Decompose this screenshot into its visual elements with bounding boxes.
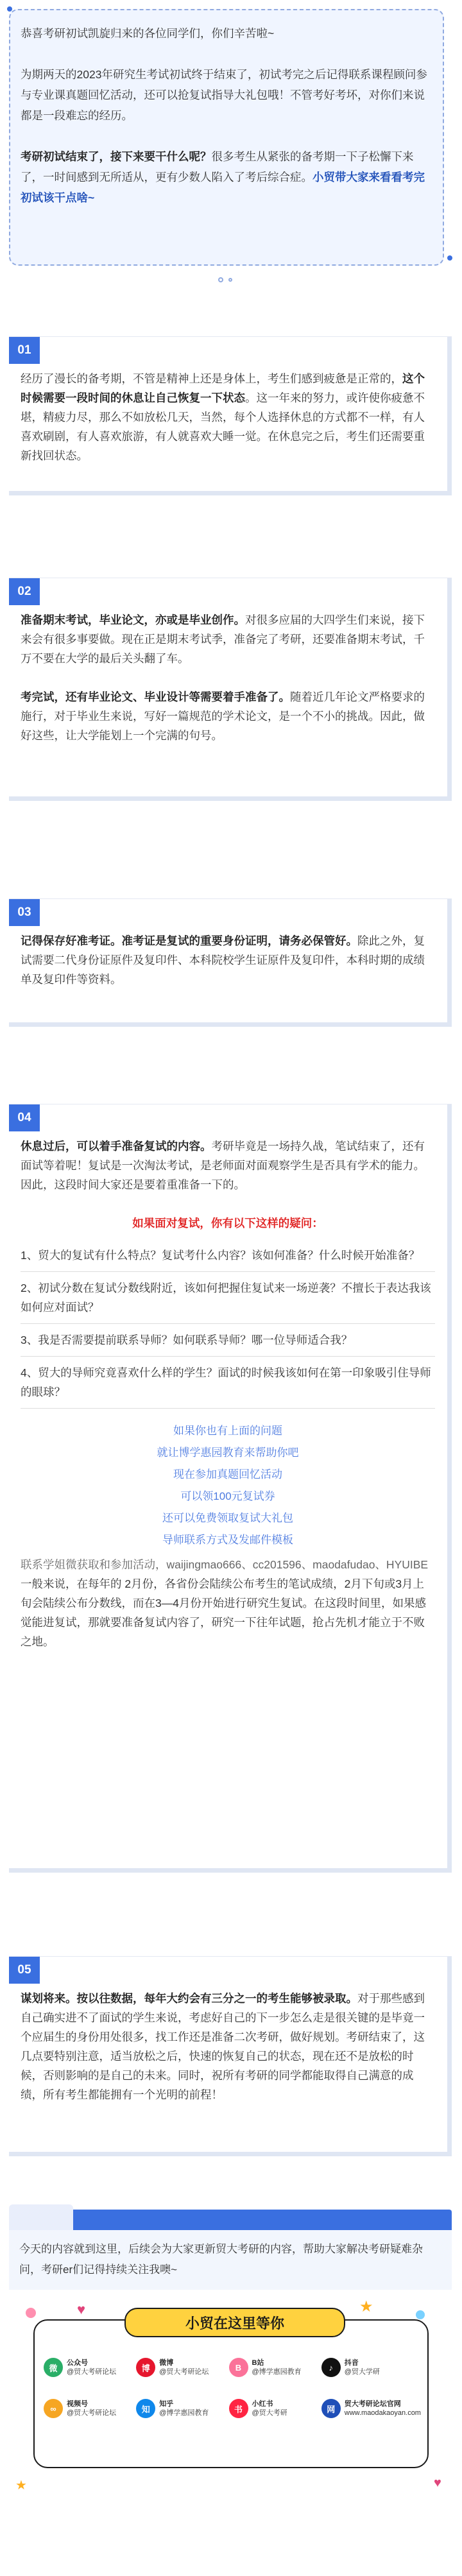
social-platform: 抖音 bbox=[344, 2359, 359, 2367]
contact-line: 联系学姐微获取和参加活动，waijingmao666、cc201596、maodafudao、HYUIBE bbox=[21, 1558, 429, 1571]
list-item: 3、我是否需要提前联系导师？如何联系导师？哪一位导师适合我？ bbox=[21, 1324, 435, 1357]
section-number: 02 bbox=[9, 578, 40, 605]
social-account: @博学惠园教育 bbox=[252, 2368, 302, 2376]
social-platform: 知乎 bbox=[159, 2400, 174, 2408]
weibo-icon: 博 bbox=[136, 2358, 155, 2377]
social-item[interactable] bbox=[321, 2399, 421, 2418]
corner-dot-icon bbox=[7, 6, 12, 12]
section-number: 01 bbox=[9, 337, 40, 364]
social-account: @贸大学研 bbox=[344, 2368, 380, 2376]
section-number: 05 bbox=[9, 1957, 40, 1984]
list-item: 2、初试分数在复试分数线附近，该如何把握住复试来一场逆袭？不擅长于表达我该如何应对面试？ bbox=[21, 1272, 435, 1324]
promo-lines: 如果你也有上面的问题 就让博学惠园教育来帮助你吧 现在参加真题回忆活动 可以领100元复试券 还可以免费领取复试大礼包 导师联系方式及发邮件模板 bbox=[157, 1425, 299, 1546]
section-02 bbox=[9, 578, 452, 801]
star-icon: ★ bbox=[359, 2298, 373, 2315]
social-platform: 贸大考研论坛官网 bbox=[344, 2400, 401, 2408]
social-item[interactable] bbox=[44, 2358, 136, 2377]
social-item[interactable] bbox=[321, 2358, 421, 2377]
outro-tab bbox=[9, 2204, 73, 2230]
social-platform: 公众号 bbox=[67, 2359, 88, 2367]
intro-greeting: 恭喜考研初试凯旋归来的各位同学们，你们辛苦啦~ bbox=[21, 27, 275, 40]
heart-icon: ♥ bbox=[434, 2476, 441, 2490]
footer-title: 小贸在这里等你 bbox=[124, 2308, 345, 2337]
section-03 bbox=[9, 898, 452, 1027]
social-item[interactable] bbox=[136, 2358, 228, 2377]
intro-box bbox=[9, 9, 444, 266]
social-platform: 小红书 bbox=[252, 2400, 273, 2408]
wechat-icon: 微 bbox=[44, 2358, 63, 2377]
social-account: @贸大考研论坛 bbox=[159, 2368, 209, 2376]
social-platform: 视频号 bbox=[67, 2400, 88, 2408]
social-account: @贸大考研 bbox=[252, 2409, 287, 2417]
question-list bbox=[21, 1239, 435, 1409]
section-01 bbox=[9, 336, 452, 495]
red-heading: 如果面对复试，你有以下这样的疑问： bbox=[132, 1217, 323, 1230]
ring-icon bbox=[228, 278, 232, 282]
section-text: 谋划将来。按以往数据，每年大约会有三分之一的考生能够被录取。对于那些感到自己确实进不了面试的学生来说，考虑好自己的下一步怎么走是很关键的是毕竟一个应届生的身份用处很多，找工作还是准备二次考研，做好规划。考研结束了，这几点要特别注意，适当放松之后，快速的恢复自己的状态，现在还不是放松的时候，否则影响的是自己的未来。同时，祝所有考研的同学都能取得自己满意的成绩，所有考生都能拥有一个光明的前程！ bbox=[21, 1992, 425, 2101]
section-04 bbox=[9, 1104, 452, 1873]
list-item: 1、贸大的复试有什么特点？复试考什么内容？该如何准备？什么时候开始准备？ bbox=[21, 1239, 435, 1272]
decoration-dot-icon bbox=[416, 2310, 425, 2319]
douyin-icon: ♪ bbox=[321, 2358, 341, 2377]
social-grid bbox=[44, 2358, 421, 2418]
section-05 bbox=[9, 1956, 452, 2156]
zhihu-icon: 知 bbox=[136, 2399, 155, 2418]
social-account: @贸大考研论坛 bbox=[67, 2368, 117, 2376]
list-item: 4、贸大的导师究竟喜欢什么样的学生？面试的时候我该如何在第一印象吸引住导师的眼球？ bbox=[21, 1357, 435, 1409]
social-platform: 微博 bbox=[159, 2359, 174, 2367]
social-platform: B站 bbox=[252, 2359, 264, 2367]
intro-paragraph: 为期两天的2023年研究生考试初试终于结束了，初试考完之后记得联系课程顾问参与专业课真题回忆活动，还可以抢复试指导大礼包哦！不管考好考坏，对你们来说都是一段难忘的经历。 bbox=[21, 68, 427, 122]
bilibili-icon: B bbox=[229, 2358, 248, 2377]
website-icon: 网 bbox=[321, 2399, 341, 2418]
decoration-dot-icon bbox=[26, 2308, 36, 2318]
video-channel-icon: ∞ bbox=[44, 2399, 63, 2418]
social-item[interactable] bbox=[229, 2399, 321, 2418]
section-text: 经历了漫长的备考期，不管是精神上还是身体上，考生们感到疲惫是正常的，这个时候需要一段时间的休息让自己恢复一下状态。这一年来的努力，或许使你疲惫不堪，精疲力尽，那么不如放松几天，当然，每个人选择休息的方式都不一样，有人喜欢刷剧，有人喜欢旅游，有人就喜欢大睡一觉。在休息完之后，考生们还需要重新找回状态。 bbox=[21, 372, 425, 462]
social-item[interactable] bbox=[136, 2399, 228, 2418]
section-number: 03 bbox=[9, 899, 40, 926]
ring-icon bbox=[218, 277, 223, 282]
outro-header-bar bbox=[9, 2210, 452, 2230]
social-account: @贸大考研论坛 bbox=[67, 2409, 117, 2417]
section-text: 记得保存好准考证。准考证是复试的重要身份证明，请务必保管好。除此之外，复试需要二代身份证原件及复印件、本科院校学生证原件及复印件，本科时期的成绩单及复印件等资料。 bbox=[21, 934, 425, 986]
intro-question: 考研初试结束了，接下来要干什么呢？很多考生从紧张的备考期一下子松懈下来了，一时间感到无所适从，更有少数人陷入了考后综合症。小贸带大家来看看考完初试该干点啥~ bbox=[21, 150, 425, 204]
social-item[interactable] bbox=[229, 2358, 321, 2377]
corner-dot-icon bbox=[447, 255, 452, 261]
social-footer bbox=[33, 2315, 429, 2468]
section-number: 04 bbox=[9, 1104, 40, 1131]
xiaohongshu-icon: 书 bbox=[229, 2399, 248, 2418]
closing-paragraph: 一般来说，在每年的 2月份，各省份会陆续公布考生的笔试成绩，2月下旬或3月上旬会陆续公布分数线，而在3—4月份开始进行研究生复试。在这段时间里，如果感觉能进复试，那就要准备复试内容了，研究一下往年试题，抢占先机才能立于不败之地。 bbox=[21, 1577, 426, 1648]
star-icon: ★ bbox=[15, 2478, 27, 2493]
outro-box bbox=[9, 2210, 452, 2290]
outro-text: 今天的内容就到这里，后续会为大家更新贸大考研的内容，帮助大家解决考研疑难杂问，考研er们记得持续关注我噢~ bbox=[19, 2243, 423, 2276]
heart-icon: ♥ bbox=[77, 2301, 86, 2317]
social-item[interactable] bbox=[44, 2399, 136, 2418]
social-account: @博学惠园教育 bbox=[159, 2409, 209, 2417]
section-text: 准备期末考试，毕业论文，亦或是毕业创作。对很多应届的大四学生们来说，接下来会有很多事要做。现在正是期末考试季，准备完了考研，还要准备期末考试，千万不要在大学的最后关头翻了车。 考完试，还有毕业论文、毕业设计等需要着手准备了。随着近几年论文严格要求的施行，对于毕业生来说，写好一篇规范的学术论文，是一个不小的挑战。因此，做好这些，让大学能划上一个完满的句号。 bbox=[21, 614, 425, 742]
section-text: 休息过后，可以着手准备复试的内容。考研毕竟是一场持久战，笔试结束了，还有面试等着呢！复试是一次淘汰考试，是老师面对面观察学生是否具有学术的能力。因此，这段时间大家还是要着重准备一下的。 如果面对复试，你有以下这样的疑问： 1、贸大的复试有什么特点？复试考什么内容？该如何准备？什么时候开始准备？ 2、初试分数在复试分数线附近，该如何把握住复试来一场逆袭？不擅长于表达我该如何应对面试？ 3、我是否需要提前联系导师？如何联系导师？哪一位导师适合我？ 4、贸大的导师究竟喜欢什么样的学生？面试的时候我该如何在第一印象吸引住导师的眼球？ 如果你也有上面的问题 就让博学惠园教育来帮助你吧 现在参加真题回忆活动 可以领100元复试券 还可以免费领取复试大礼包 导师联系方式及发邮件模板 联系学姐微获取和参加活动，waijingmao666、cc201596、maodafudao、HYUIBE 一般来说，在每年的 2月份，各省份会陆续公布考生的笔试成绩，2月下旬或3月上旬会陆续公布分数线，而在3—4月份开始进行研究生复试。在这段时间里，如果感觉能进复试，那就要准备复试内容了，研究一下往年试题，抢占先机才能立于不败之地。 bbox=[21, 1137, 435, 1651]
social-account: www.maodakaoyan.com bbox=[344, 2409, 421, 2417]
